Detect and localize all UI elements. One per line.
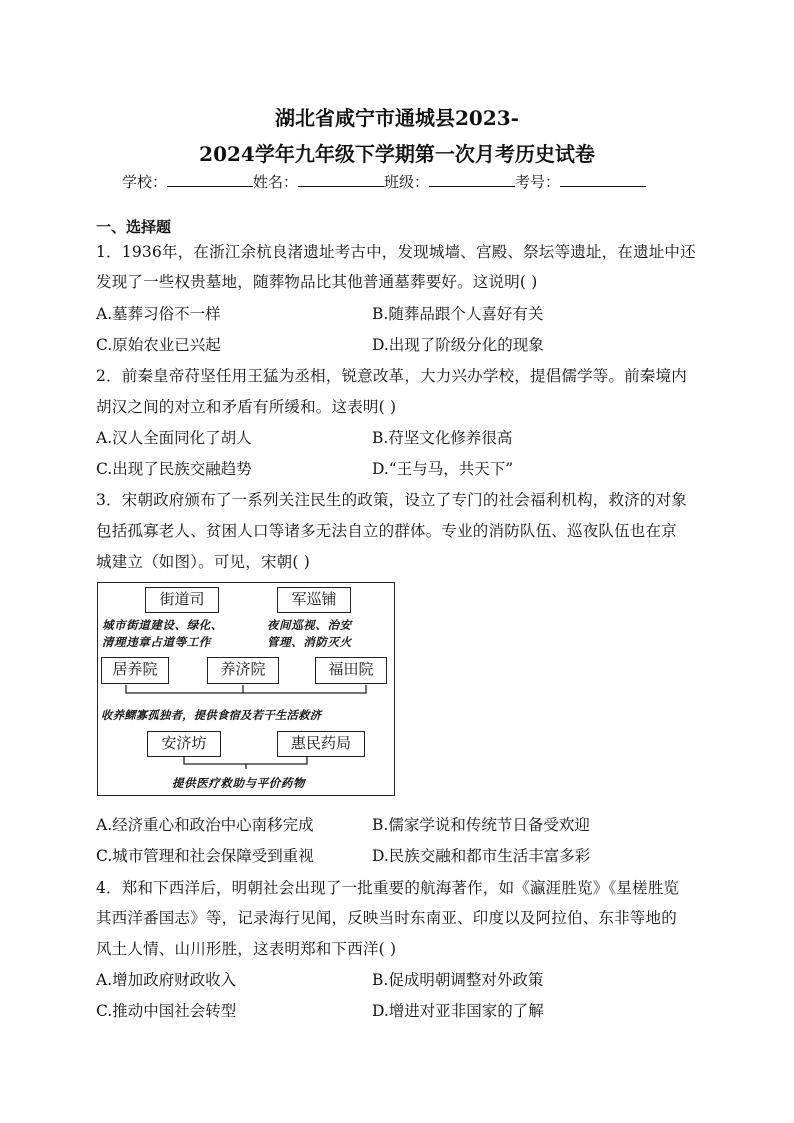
question-2-option-b[interactable]: B.苻坚文化修养很高 xyxy=(372,429,513,447)
class-blank[interactable] xyxy=(429,172,515,187)
question-4-option-d[interactable]: D.增进对亚非国家的了解 xyxy=(372,1002,544,1020)
question-1-option-b[interactable]: B.随葬品跟个人喜好有关 xyxy=(372,305,544,323)
section-heading: 一、选择题 xyxy=(96,218,172,236)
question-2-option-d[interactable]: D.“王与马，共天下” xyxy=(372,460,514,478)
class-label: 班级： xyxy=(384,173,430,191)
question-3-line-2: 包括孤寡老人、贫困人口等诸多无法自立的群体。专业的消防队伍、巡夜队伍也在京 xyxy=(96,522,677,540)
question-3-option-b[interactable]: B.儒家学说和传统节日备受欢迎 xyxy=(372,816,590,834)
question-4-line-2: 其西洋番国志》等，记录海行见闻，反映当时东南亚、印度以及阿拉伯、东非等地的 xyxy=(96,909,677,927)
box-anjifang: 安济坊 xyxy=(147,731,221,757)
box-juyangyuan: 居养院 xyxy=(101,657,169,684)
exam-title-line1: 湖北省咸宁市通城县2023- xyxy=(275,106,519,130)
question-3-option-d[interactable]: D.民族交融和都市生活丰富多彩 xyxy=(372,847,591,865)
question-3-option-a[interactable]: A.经济重心和政治中心南移完成 xyxy=(96,816,314,834)
question-3-line-1: 3．宋朝政府颁布了一系列关注民生的政策，设立了专门的社会福利机构，救济的对象 xyxy=(96,491,687,509)
note-junxunpu-2: 管理、消防灭火 xyxy=(267,635,352,649)
exam-number-label: 考号： xyxy=(515,173,561,191)
question-3-line-3: 城建立（如图）。可见，宋朝( ) xyxy=(96,553,310,571)
question-2-line-1: 2．前秦皇帝苻坚任用王猛为丞相，锐意改革，大力兴办学校，提倡儒学等。前秦境内 xyxy=(96,367,687,385)
box-futianyuan: 福田院 xyxy=(315,657,387,684)
question-4-option-c[interactable]: C.推动中国社会转型 xyxy=(96,1002,237,1020)
box-jiedaosi: 街道司 xyxy=(145,587,219,613)
exam-number-blank[interactable] xyxy=(560,172,646,187)
student-info-row xyxy=(122,171,646,192)
question-1-option-d[interactable]: D.出现了阶级分化的现象 xyxy=(372,336,544,354)
question-1-option-c[interactable]: C.原始农业已兴起 xyxy=(96,336,221,354)
name-blank[interactable] xyxy=(298,172,384,187)
question-3-option-c[interactable]: C.城市管理和社会保障受到重视 xyxy=(96,847,314,865)
question-1-line-1: 1．1936年，在浙江余杭良渚遗址考古中，发现城墙、宫殿、祭坛等遗址，在遗址中还 xyxy=(96,243,696,261)
note-junxunpu-1: 夜间巡视、治安 xyxy=(267,618,352,632)
question-2-line-2: 胡汉之间的对立和矛盾有所缓和。这表明( ) xyxy=(96,398,397,416)
question-4-line-1: 4．郑和下西洋后，明朝社会出现了一批重要的航海著作，如《瀛涯胜览》《星槎胜览 xyxy=(96,879,680,897)
note-relief: 收养鳏寡孤独者，提供食宿及若干生活救济 xyxy=(101,708,322,722)
note-jiedaosi-1: 城市街道建设、绿化、 xyxy=(102,618,223,632)
song-institutions-figure xyxy=(97,582,395,796)
school-blank[interactable] xyxy=(167,172,253,187)
question-4-option-a[interactable]: A.增加政府财政收入 xyxy=(96,971,237,989)
question-4-line-3: 风土人情、山川形胜，这表明郑和下西洋( ) xyxy=(96,940,397,958)
question-1-line-2: 发现了一些权贵墓地，随葬物品比其他普通墓葬要好。这说明( ) xyxy=(96,273,538,291)
question-2-option-c[interactable]: C.出现了民族交融趋势 xyxy=(96,460,252,478)
box-yangjiyuan: 养济院 xyxy=(207,657,279,684)
question-4-option-b[interactable]: B.促成明朝调整对外政策 xyxy=(372,971,544,989)
school-label: 学校： xyxy=(122,173,168,191)
question-1-option-a[interactable]: A.墓葬习俗不一样 xyxy=(96,305,221,323)
note-jiedaosi-2: 清理违章占道等工作 xyxy=(102,635,211,649)
name-label: 姓名： xyxy=(253,173,299,191)
exam-title-line2: 2024学年九年级下学期第一次月考历史试卷 xyxy=(199,142,595,166)
note-medical: 提供医疗救助与平价药物 xyxy=(172,776,306,790)
box-huiminyaoju: 惠民药局 xyxy=(277,731,365,757)
question-2-option-a[interactable]: A.汉人全面同化了胡人 xyxy=(96,429,252,447)
figure-connector-lines xyxy=(98,583,396,797)
box-junxunpu: 军巡铺 xyxy=(277,587,351,613)
